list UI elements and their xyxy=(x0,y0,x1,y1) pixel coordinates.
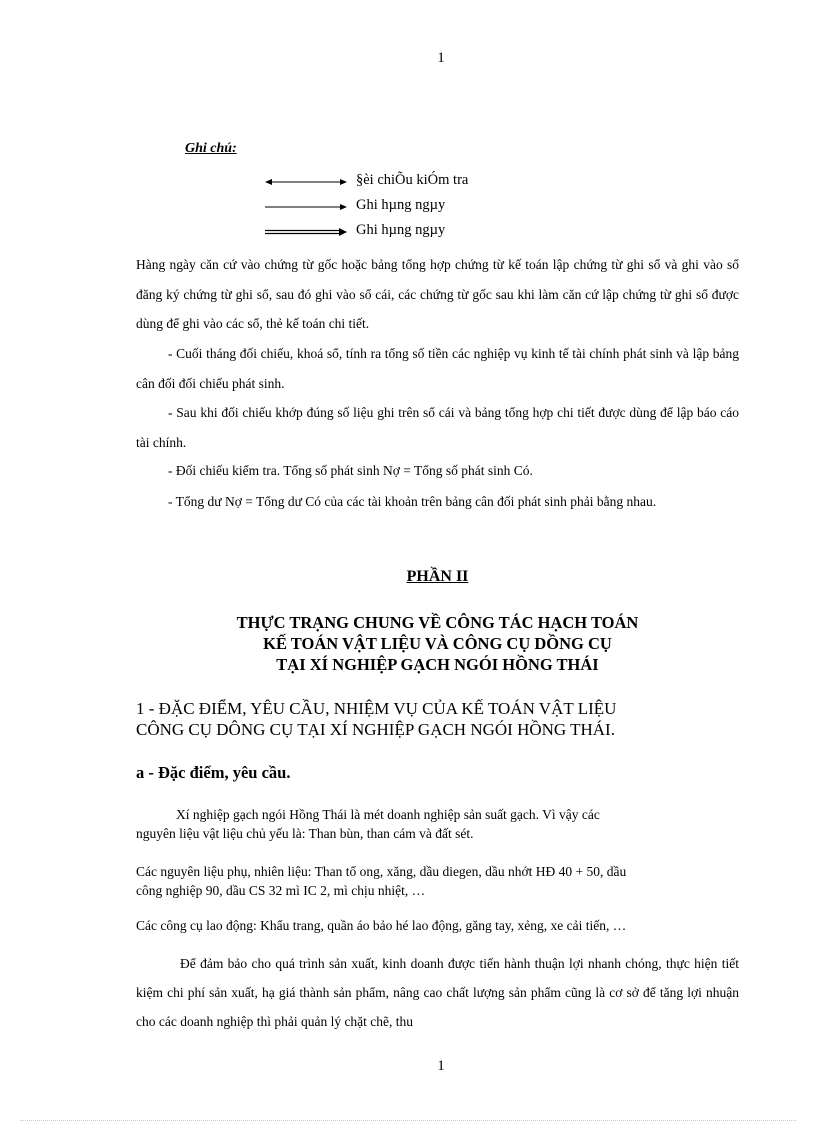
page-number-bottom: 1 xyxy=(437,1058,445,1074)
main-title-line: THỰC TRẠNG CHUNG VỀ CÔNG TÁC HẠCH TOÁN xyxy=(236,613,639,632)
main-title-line: KẾ TOÁN VẬT LIỆU VÀ CÔNG CỤ DỒNG CỤ xyxy=(263,634,612,653)
page-bottom-divider xyxy=(20,1120,796,1121)
main-title-line: TẠI XÍ NGHIỆP GẠCH NGÓI HỒNG THÁI xyxy=(276,655,599,674)
paragraph-check: - Đối chiếu kiểm tra. Tổng số phát sinh Nợ = Tổng số phát sinh Có. xyxy=(168,463,533,478)
paragraph-month-end: - Cuối tháng đối chiếu, khoá sổ, tính ra tổng số tiền các nghiệp vụ kinh tế tài chính phát sinh và lập bảng cân đối đối chiếu phát sinh. xyxy=(136,346,739,391)
legend-item-crosscheck xyxy=(265,172,565,192)
paragraph-materials xyxy=(136,805,739,843)
arrow-right-icon xyxy=(265,201,347,213)
legend-label: §èi chiÕu kiÓm tra xyxy=(356,172,469,188)
text-line: nguyên liệu vật liệu chủ yếu là: Than bùn, than cám và đất sét. xyxy=(136,826,474,841)
text-line: Các nguyên liệu phụ, nhiên liệu: Than tổ ong, xăng, dầu diegen, dầu nhớt HĐ 40 + 50, dầu xyxy=(136,864,627,879)
main-title xyxy=(136,612,739,675)
text-line: Xí nghiệp gạch ngói Hồng Thái là mét doanh nghiệp sản suất gạch. Vì vậy các xyxy=(176,807,600,822)
legend-item-daily xyxy=(265,197,565,217)
legend-label: Ghi hµng ngµy xyxy=(356,222,446,238)
part-heading: PHẦN II xyxy=(406,568,469,585)
section-heading-a: a - Đặc điểm, yêu cầu. xyxy=(136,763,291,782)
paragraph-tools: Các công cụ lao động: Khẩu trang, quần áo bảo hé lao động, găng tay, xẻng, xe cải tiến, … xyxy=(136,918,627,933)
legend-item-daily-double xyxy=(265,222,565,242)
paragraph-reconcile: - Sau khi đối chiếu khớp đúng số liệu ghi trên sổ cái và bảng tổng hợp chi tiết được dùng để lập báo cáo tài chính. xyxy=(136,405,739,450)
section-heading-line: 1 - ĐẶC ĐIỂM, YÊU CẦU, NHIỆM VỤ CỦA KẾ TOÁN VẬT LIỆU xyxy=(136,699,617,718)
paragraph-balance: - Tổng dư Nợ = Tổng dư Có của các tài khoản trên bảng cân đối phát sinh phải bằng nhau. xyxy=(168,494,657,509)
paragraph-management: Để đảm bảo cho quá trình sản xuất, kinh doanh được tiến hành thuận lợi nhanh chóng, thực hiện tiết kiệm chi phí sản xuất, hạ giá thành sản phẩm, nâng cao chất lượng sản phẩm cũng là cơ sở để tăng lợi nhuận cho các doanh nghiệp thì phải quản lý chặt chẽ, thu xyxy=(136,956,739,1029)
section-heading-1 xyxy=(136,698,756,740)
paragraph-intro: Hàng ngày căn cứ vào chứng từ gốc hoặc bảng tổng hợp chứng từ kế toán lập chứng từ ghi sổ và ghi vào sổ đăng ký chứng từ ghi sổ, sau đó ghi vào sổ cái, các chứng từ gốc sau khi làm căn cứ lập chứng từ ghi sổ được dùng để ghi vào các sổ, thẻ kế toán chi tiết. xyxy=(136,257,739,331)
legend-title: Ghi chú: xyxy=(185,141,237,156)
double-line-arrow-icon xyxy=(265,226,347,238)
section-heading-line: CÔNG CỤ DÔNG CỤ TẠI XÍ NGHIỆP GẠCH NGÓI HỒNG THÁI. xyxy=(136,720,615,739)
page-number-top: 1 xyxy=(437,50,445,66)
paragraph-auxiliary xyxy=(136,862,739,900)
legend-label: Ghi hµng ngµy xyxy=(356,197,446,213)
text-line: công nghiệp 90, dầu CS 32 mì IC 2, mì chịu nhiệt, … xyxy=(136,883,426,898)
double-headed-arrow-icon xyxy=(265,176,347,188)
